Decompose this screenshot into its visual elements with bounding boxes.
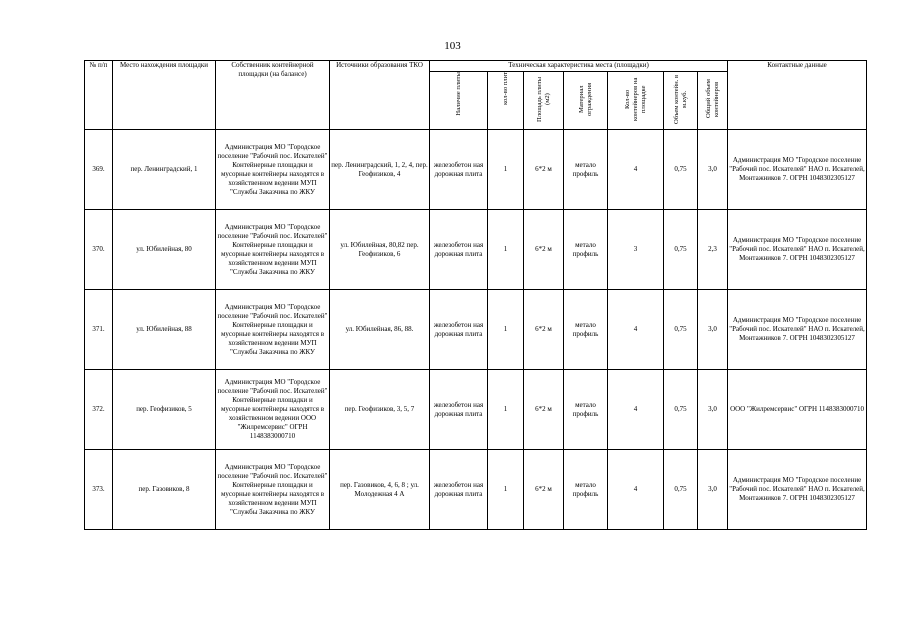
- cell-material: метало профиль: [564, 370, 608, 450]
- cell-containers: 4: [608, 130, 664, 210]
- header-tech: Техническая характеристика места (площадки): [430, 61, 728, 72]
- cell-sources: ул. Юбилейная, 80,82 пер. Геофизиков, 6: [330, 210, 430, 290]
- cell-material: метало профиль: [564, 450, 608, 530]
- header-sources: Источники образования ТКО: [330, 61, 430, 130]
- page-number: 103: [444, 40, 461, 52]
- cell-owner: Администрация МО "Городское поселение "Рабочий пос. Искателей" Контейнерные площадки и мусорные контейнеры находятся в хозяйственном ведении МУП "Службы Заказчика по ЖКУ: [216, 450, 330, 530]
- cell-no: 372.: [85, 370, 113, 450]
- cell-slab: железобетон ная дорожная плита: [430, 450, 488, 530]
- cell-total: 3,0: [698, 370, 728, 450]
- cell-contacts: Администрация МО "Городское поселение "Рабочий пос. Искателей" НАО п. Искателей, Монтажников 7. ОГРН 1048302305127: [728, 290, 867, 370]
- cell-owner: Администрация МО "Городское поселение "Рабочий пос. Искателей" Контейнерные площадки и мусорные контейнеры находятся в хозяйственном ведении МУП "Службы Заказчика по ЖКУ: [216, 290, 330, 370]
- cell-total: 2,3: [698, 210, 728, 290]
- cell-containers: 4: [608, 370, 664, 450]
- subheader-area: Площадь плиты (м2): [524, 72, 564, 130]
- cell-no: 370.: [85, 210, 113, 290]
- cell-slab-count: 1: [488, 210, 524, 290]
- cell-containers: 3: [608, 210, 664, 290]
- cell-slab: железобетон ная дорожная плита: [430, 130, 488, 210]
- subheader-slabs: Наличие плиты: [430, 72, 488, 130]
- cell-owner: Администрация МО "Городское поселение "Рабочий пос. Искателей" Контейнерные площадки и мусорные контейнеры находятся в хозяйственном ведении ООО "Жилремсервис" ОГРН 1148383000710: [216, 370, 330, 450]
- cell-owner: Администрация МО "Городское поселение "Рабочий пос. Искателей" Контейнерные площадки и мусорные контейнеры находятся в хозяйственном ведении МУП "Службы Заказчика по ЖКУ: [216, 130, 330, 210]
- subheader-slab-count: кол-во плит: [488, 72, 524, 130]
- subheader-total-volume: Общий объем контейнеров: [698, 72, 728, 130]
- cell-location: ул. Юбилейная, 88: [113, 290, 216, 370]
- table-row: [85, 450, 867, 530]
- cell-no: 369.: [85, 130, 113, 210]
- cell-volume: 0,75: [664, 210, 698, 290]
- subheader-material: Материал ограждения: [564, 72, 608, 130]
- cell-area: 6*2 м: [524, 370, 564, 450]
- cell-location: ул. Юбилейная, 80: [113, 210, 216, 290]
- header-no: № п/п: [85, 61, 113, 130]
- subheader-container-volume: Объем контейн. в м.куб.: [664, 72, 698, 130]
- cell-location: пер. Геофизиков, 5: [113, 370, 216, 450]
- cell-volume: 0,75: [664, 450, 698, 530]
- cell-volume: 0,75: [664, 370, 698, 450]
- cell-owner: Администрация МО "Городское поселение "Рабочий пос. Искателей" Контейнерные площадки и мусорные контейнеры находятся в хозяйственном ведении МУП "Службы Заказчика по ЖКУ: [216, 210, 330, 290]
- cell-total: 3,0: [698, 130, 728, 210]
- cell-sources: пер. Геофизиков, 3, 5, 7: [330, 370, 430, 450]
- cell-area: 6*2 м: [524, 290, 564, 370]
- subheader-container-count: Кол-во контейнеров на площадке: [608, 72, 664, 130]
- cell-slab-count: 1: [488, 130, 524, 210]
- registry-table: [84, 60, 867, 530]
- cell-contacts: Администрация МО "Городское поселение "Рабочий пос. Искателей" НАО п. Искателей, Монтажников 7. ОГРН 1048302305127: [728, 450, 867, 530]
- cell-slab: железобетон ная дорожная плита: [430, 370, 488, 450]
- cell-total: 3,0: [698, 290, 728, 370]
- cell-sources: ул. Юбилейная, 86, 88.: [330, 290, 430, 370]
- cell-area: 6*2 м: [524, 130, 564, 210]
- cell-no: 371.: [85, 290, 113, 370]
- cell-contacts: ООО "Жилремсервис" ОГРН 1148383000710: [728, 370, 867, 450]
- cell-location: пер. Ленинградский, 1: [113, 130, 216, 210]
- cell-area: 6*2 м: [524, 210, 564, 290]
- cell-volume: 0,75: [664, 130, 698, 210]
- table-row: [85, 130, 867, 210]
- cell-total: 3,0: [698, 450, 728, 530]
- cell-slab: железобетон ная дорожная плита: [430, 290, 488, 370]
- header-location: Место нахождения площадки: [113, 61, 216, 130]
- cell-containers: 4: [608, 450, 664, 530]
- cell-slab-count: 1: [488, 450, 524, 530]
- cell-contacts: Администрация МО "Городское поселение "Рабочий пос. Искателей" НАО п. Искателей, Монтажников 7. ОГРН 1048302305127: [728, 210, 867, 290]
- cell-material: метало профиль: [564, 290, 608, 370]
- table-row: [85, 210, 867, 290]
- cell-volume: 0,75: [664, 290, 698, 370]
- cell-material: метало профиль: [564, 210, 608, 290]
- cell-slab: железобетон ная дорожная плита: [430, 210, 488, 290]
- cell-contacts: Администрация МО "Городское поселение "Рабочий пос. Искателей" НАО п. Искателей, Монтажников 7. ОГРН 1048302305127: [728, 130, 867, 210]
- cell-sources: пер. Ленинградский, 1, 2, 4, пер. Геофизиков, 4: [330, 130, 430, 210]
- table-row: [85, 290, 867, 370]
- header-owner: Собственник контейнерной площадки (на балансе): [216, 61, 330, 130]
- cell-slab-count: 1: [488, 290, 524, 370]
- cell-slab-count: 1: [488, 370, 524, 450]
- cell-area: 6*2 м: [524, 450, 564, 530]
- cell-material: метало профиль: [564, 130, 608, 210]
- cell-no: 373.: [85, 450, 113, 530]
- header-contacts: Контактные данные: [728, 61, 867, 130]
- cell-containers: 4: [608, 290, 664, 370]
- table-row: [85, 370, 867, 450]
- cell-location: пер. Газовиков, 8: [113, 450, 216, 530]
- cell-sources: пер. Газовиков, 4, 6, 8 ; ул. Молодежная 4 А: [330, 450, 430, 530]
